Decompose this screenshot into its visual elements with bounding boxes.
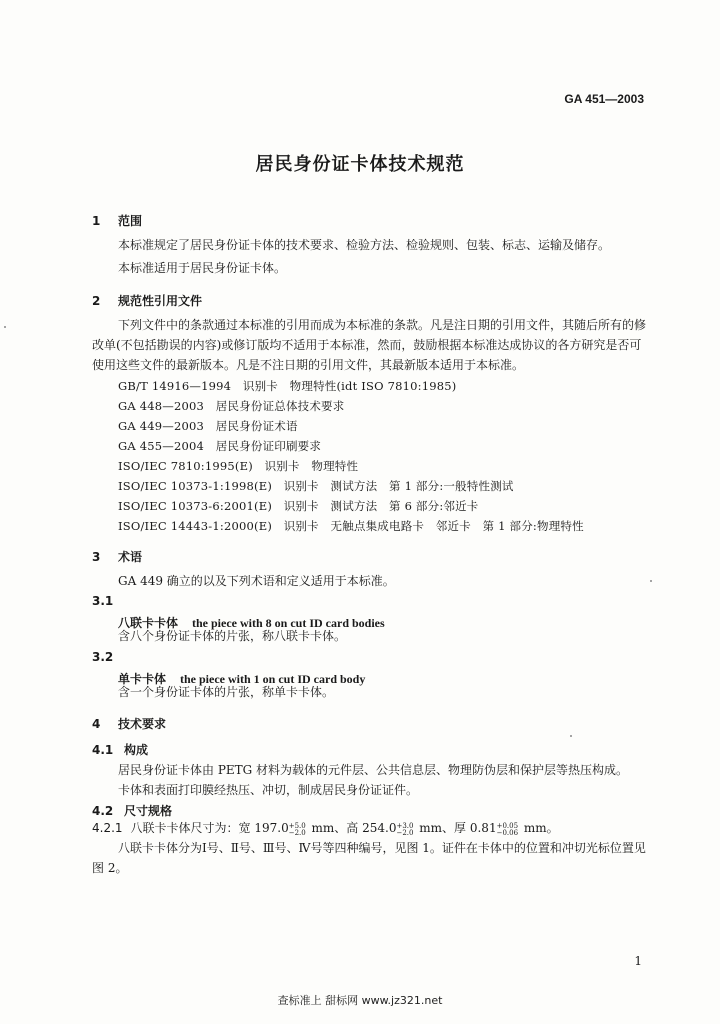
section-title: 尺寸规格 xyxy=(124,804,173,818)
footer-watermark: 查标准上 甜标网 www.jz321.net xyxy=(277,994,443,1007)
reference-item: ISO/IEC 10373-6:2001(E) 识别卡 测试方法 第 6 部分:邻近卡 xyxy=(118,499,479,513)
composition-paragraph-2: 卡体和表面打印膜经热压、冲切，制成居民身份证证件。 xyxy=(118,783,419,797)
scope-paragraph-1: 本标准规定了居民身份证卡体的技术要求、检验方法、检验规则、包装、标志、运输及储存。 xyxy=(118,238,611,252)
section-title: 构成 xyxy=(124,743,149,757)
section-number: 4.2 xyxy=(92,804,114,818)
term-chinese: 八联卡卡体 xyxy=(118,616,179,630)
section-4-heading xyxy=(92,715,166,732)
section-1-heading xyxy=(92,212,142,229)
page-number: 1 xyxy=(634,954,642,968)
section-title: 规范性引用文件 xyxy=(118,294,203,308)
card-numbering-paragraph: 八联卡卡体分为Ⅰ号、Ⅱ号、Ⅲ号、Ⅳ号等四种编号，见图 1。证件在卡体中的位置和冲切光标位置见图 2。 xyxy=(92,841,646,875)
clause-number: 4.2.1 xyxy=(92,821,123,835)
term-3-1-number: 3.1 xyxy=(92,594,114,608)
thickness-tolerance: +0.05 −0.06 xyxy=(496,822,519,837)
section-number: 1 xyxy=(92,214,101,228)
term-3-1-definition: 含八个身份证卡体的片张，称八联卡卡体。 xyxy=(118,629,347,643)
section-title: 范围 xyxy=(118,214,143,228)
height-tolerance: +3.0 −2.0 xyxy=(396,822,414,837)
term-3-2-number: 3.2 xyxy=(92,650,114,664)
reference-item: GA 448—2003 居民身份证总体技术要求 xyxy=(118,399,345,413)
standard-code: GA 451—2003 xyxy=(564,92,644,106)
document-title: 居民身份证卡体技术规范 xyxy=(255,154,465,175)
scope-paragraph-2: 本标准适用于居民身份证卡体。 xyxy=(118,261,287,275)
composition-paragraph-1: 居民身份证卡体由 PETG 材料为载体的元件层、公共信息层、物理防伪层和保护层等热压构成。 xyxy=(118,763,629,777)
reference-item: GA 455—2004 居民身份证印刷要求 xyxy=(118,439,322,453)
section-number: 3 xyxy=(92,550,101,564)
reference-item: ISO/IEC 7810:1995(E) 识别卡 物理特性 xyxy=(118,459,359,473)
section-title: 技术要求 xyxy=(118,717,167,731)
dimension-lead: 八联卡卡体尺寸为：宽 197.0 xyxy=(130,821,289,835)
term-chinese: 单卡卡体 xyxy=(118,672,167,686)
section-2-heading xyxy=(92,292,202,309)
term-english: the piece with 1 on cut ID card body xyxy=(180,672,366,686)
normative-references-intro: 下列文件中的条款通过本标准的引用而成为本标准的条款。凡是注日期的引用文件，其随后所有的修改单(不包括勘误的内容)或修订版均不适用于本标准，然而，鼓励根据本标准达成协议的各方研究是否可使用这些文件的最新版本。凡是不注日期的引用文件，其最新版本适用于本标准。 xyxy=(92,318,647,372)
reference-item: GB/T 14916—1994 识别卡 物理特性(idt ISO 7810:1985) xyxy=(118,379,457,393)
scan-speck xyxy=(4,326,6,328)
terms-intro: GA 449 确立的以及下列术语和定义适用于本标准。 xyxy=(118,574,395,588)
section-4-1-heading xyxy=(92,741,148,758)
term-english: the piece with 8 on cut ID card bodies xyxy=(192,616,385,630)
section-title: 术语 xyxy=(118,550,143,564)
section-number: 4.1 xyxy=(92,743,114,757)
width-tolerance: +5.0 −2.0 xyxy=(288,822,306,837)
reference-item: GA 449—2003 居民身份证术语 xyxy=(118,419,298,433)
dimension-spec-4-2-1: 4.2.1 八联卡卡体尺寸为：宽 197.0 +5.0 −2.0 mm、高 254.0 +3.0 −2.0 mm、厚 0.81 +0.05 −0.06 mm。 xyxy=(92,821,559,837)
section-number: 4 xyxy=(92,717,101,731)
scan-speck xyxy=(650,580,652,582)
term-3-2-definition: 含一个身份证卡体的片张，称单卡卡体。 xyxy=(118,685,335,699)
scan-speck xyxy=(570,735,572,737)
reference-item: ISO/IEC 10373-1:1998(E) 识别卡 测试方法 第 1 部分:一般特性测试 xyxy=(118,479,514,493)
section-4-2-heading xyxy=(92,802,172,819)
section-3-heading xyxy=(92,548,142,565)
reference-item: ISO/IEC 14443-1:2000(E) 识别卡 无触点集成电路卡 邻近卡 第 1 部分:物理特性 xyxy=(118,519,584,533)
section-number: 2 xyxy=(92,294,101,308)
